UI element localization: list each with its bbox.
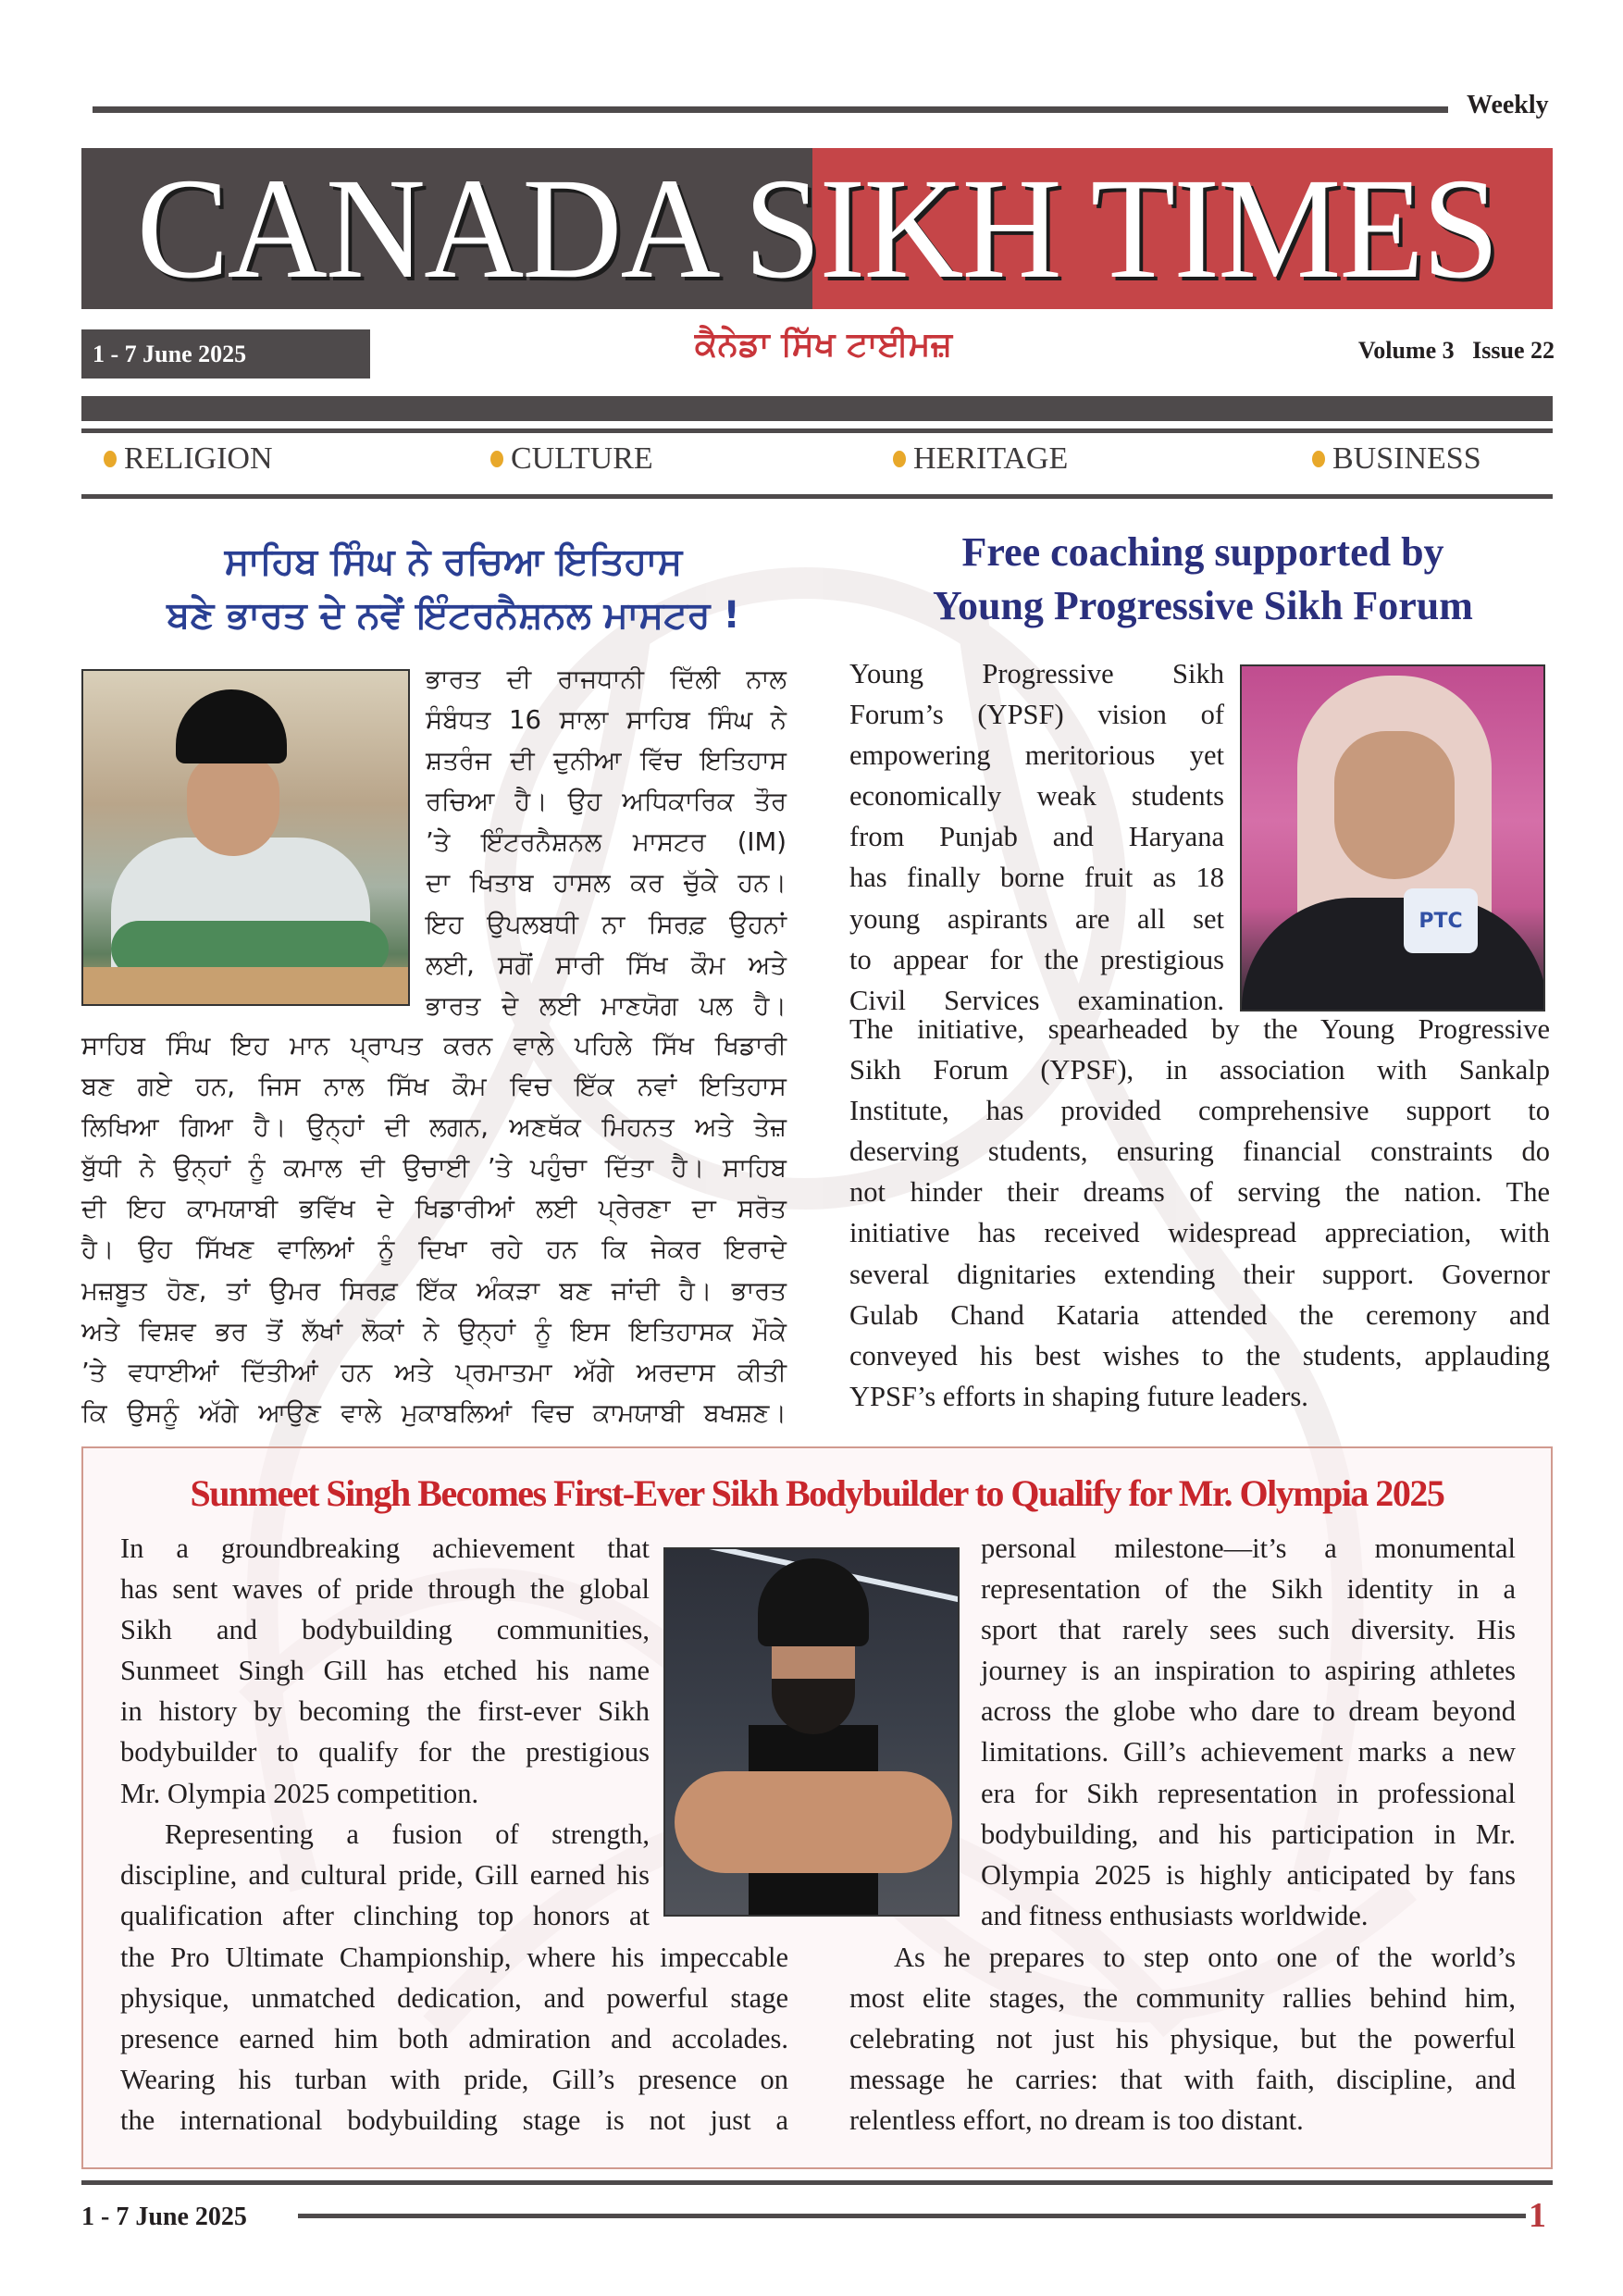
bullet-icon [893, 451, 906, 467]
article-body-sunmeet-col1 [120, 1528, 650, 1936]
text-line: ’ਤੇ ਇੰਟਰਨੈਸ਼ਨਲ ਮਾਸਟਰ (IM) [426, 827, 787, 858]
text-line: Sunmeet Singh Gill has etched his name [120, 1655, 650, 1687]
issue-label: Issue 22 [1472, 337, 1555, 364]
text-line: ਦੀ ਇਹ ਕਾਮਯਾਬੀ ਭਵਿੱਖ ਦੇ ਖਿਡਾਰੀਆਂ ਲਈ ਪ੍ਰੇਰਣਾ ਦਾ ਸਰੋਤ [81, 1194, 787, 1224]
bullet-icon [1312, 451, 1325, 467]
text-line: Mr. Olympia 2025 competition. [120, 1777, 479, 1809]
article-headline-sunmeet: Sunmeet Singh Becomes First-Ever Sikh Bodybuilder to Qualify for Mr. Olympia 2025 [190, 1472, 1444, 1514]
photo-shape [187, 754, 279, 856]
section-link-heritage[interactable] [893, 441, 1068, 477]
text-line: and fitness enthusiasts worldwide. [981, 1899, 1369, 1931]
text-line: ਮਜ਼ਬੂਤ ਹੋਣ, ਤਾਂ ਉਮਰ ਸਿਰਫ਼ ਇੱਕ ਅੰਕੜਾ ਬਣ ਜਾਂਦੀ ਹੈ। ਭਾਰਤ [81, 1275, 787, 1306]
text-line: Sikh Forum (YPSF), in association with Sankalp [849, 1054, 1550, 1086]
photo-shape [675, 1771, 952, 1873]
text-line: Representing a fusion of strength, [165, 1818, 650, 1850]
microphone-icon: PTC [1404, 888, 1478, 953]
text-line: bodybuilder to qualify for the prestigious [120, 1736, 650, 1769]
article-body-ypsf [849, 1009, 1550, 1417]
text-line: representation of the Sikh identity in a [981, 1573, 1516, 1606]
text-line: YPSF’s efforts in shaping future leaders. [849, 1380, 1308, 1412]
article-body-sahib-singh [81, 1025, 787, 1433]
text-line: young aspirants are all set [849, 902, 1224, 935]
headline-line: Free coaching supported by [961, 529, 1444, 575]
text-line: celebrating not just his physique, but the powerful [849, 2023, 1516, 2055]
text-line: ਭਾਰਤ ਦੇ ਲਈ ਮਾਣਯੋਗ ਪਲ ਹੈ। [426, 990, 787, 1021]
text-line: ਬਣ ਗਏ ਹਨ, ਜਿਸ ਨਾਲ ਸਿੱਖ ਕੌਮ ਵਿਚ ਇੱਕ ਨਵਾਂ ਇਤਿਹਾਸ [81, 1072, 787, 1102]
text-line: era for Sikh representation in professional [981, 1777, 1516, 1809]
text-line: ਸ਼ਤਰੰਜ ਦੀ ਦੁਨੀਆ ਵਿੱਚ ਇਤਿਹਾਸ [426, 746, 787, 776]
photo-shape [176, 689, 287, 763]
section-link-religion[interactable] [104, 441, 273, 477]
text-line: economically weak students [849, 780, 1224, 813]
photo-shape [1242, 898, 1545, 1011]
section-label: HERITAGE [913, 441, 1069, 476]
text-line: has finally borne fruit as 18 [849, 862, 1224, 894]
text-line: most elite stages, the community rallies behind him, [849, 1982, 1516, 2015]
text-line: in history by becoming the first-ever Sikh [120, 1695, 650, 1728]
nav-bottom-rule [81, 494, 1553, 499]
text-line: Forum’s (YPSF) vision of [849, 699, 1224, 731]
text-line: ਇਹ ਉਪਲਬਧੀ ਨਾ ਸਿਰਫ਼ ਉਹਨਾਂ [426, 909, 787, 939]
article-headline-sahib-singh [56, 535, 851, 642]
text-line: empowering meritorious yet [849, 739, 1224, 772]
text-line: from Punjab and Haryana [849, 821, 1224, 853]
text-line: ਰਚਿਆ ਹੈ। ਉਹ ਅਧਿਕਾਰਿਕ ਤੌਰ [426, 787, 787, 817]
text-line: ਕਿ ਉਸਨੂੰ ਅੱਗੇ ਆਉਣ ਵਾਲੇ ਮੁਕਾਬਲਿਆਂ ਵਿਚ ਕਾਮਯਾਬੀ ਬਖਸ਼ਣ। [81, 1397, 787, 1428]
text-line: ਹੈ। ਉਹ ਸਿੱਖਣ ਵਾਲਿਆਂ ਨੂੰ ਦਿਖਾ ਰਹੇ ਹਨ ਕਿ ਜੇਕਰ ਇਰਾਦੇ [81, 1235, 787, 1265]
volume-label: Volume 3 [1357, 337, 1455, 364]
text-line: has sent waves of pride through the global [120, 1573, 650, 1606]
text-line: ਸੰਬੰਧਤ 16 ਸਾਲਾ ਸਾਹਿਬ ਸਿੰਘ ਨੇ [426, 705, 787, 736]
page-number: 1 [1529, 2196, 1546, 2235]
text-line: Gulab Chand Kataria attended the ceremony and [849, 1298, 1550, 1331]
article-body-sahib-singh-intro [426, 659, 787, 1026]
top-rule [93, 106, 1448, 113]
header-divider-bar [81, 396, 1553, 421]
text-line: message he carries: that with faith, discipline, and [849, 2064, 1516, 2096]
text-line: ਦਾ ਖਿਤਾਬ ਹਾਸਲ ਕਰ ਚੁੱਕੇ ਹਨ। [426, 868, 787, 899]
article-headline-ypsf [837, 526, 1568, 633]
article-body-ypsf-intro [849, 653, 1224, 1021]
photo-shape [758, 1558, 869, 1646]
text-line: ਭਾਰਤ ਦੀ ਰਾਜਧਾਨੀ ਦਿੱਲੀ ਨਾਲ [426, 664, 787, 694]
text-line: personal milestone—it’s a monumental [981, 1533, 1516, 1564]
bodybuilder-photo [663, 1547, 960, 1917]
section-link-culture[interactable] [490, 441, 653, 477]
text-line: Young Progressive Sikh [849, 658, 1224, 689]
text-line: not hinder their dreams of serving the nation. The [849, 1176, 1550, 1209]
article-body-sunmeet-col2-below [849, 1937, 1516, 2141]
bullet-icon [104, 451, 117, 467]
text-line: conveyed his best wishes to the students, applauding [849, 1339, 1550, 1371]
text-line: ਲਈ, ਸਗੋਂ ਸਾਰੀ ਸਿੱਖ ਕੌਮ ਅਤੇ [426, 949, 787, 980]
issue-date-badge: 1 - 7 June 2025 [81, 329, 370, 379]
nav-top-rule [81, 428, 1553, 433]
text-line: The initiative, spearheaded by the Young Progressive [849, 1013, 1550, 1045]
interview-photo [1240, 664, 1545, 1011]
footer-inline-rule [298, 2214, 1526, 2218]
footer-rule [81, 2180, 1553, 2185]
text-line: across the globe who dare to dream beyond [981, 1695, 1516, 1728]
section-link-business[interactable] [1312, 441, 1481, 477]
section-label: CULTURE [511, 441, 653, 476]
text-line: As he prepares to step onto one of the world’s [894, 1942, 1516, 1973]
chess-player-photo [81, 669, 410, 1006]
article-body-sunmeet-col2 [981, 1528, 1516, 1936]
headline-line: ਬਣੇ ਭਾਰਤ ਦੇ ਨਵੇਂ ਇੰਟਰਨੈਸ਼ਨਲ ਮਾਸਟਰ ! [167, 594, 740, 637]
text-line: the Pro Ultimate Championship, where his impeccable [120, 1942, 788, 1973]
text-line: to appear for the prestigious [849, 943, 1224, 975]
text-line: relentless effort, no dream is too distant. [849, 2104, 1304, 2137]
photo-shape [1334, 731, 1455, 879]
newspaper-title: CANADA SIKH TIMES [136, 148, 1498, 308]
text-line: several dignitaries extending their support. Governor [849, 1258, 1550, 1290]
section-label: BUSINESS [1332, 441, 1481, 476]
text-line: journey is an inspiration to aspiring athletes [981, 1655, 1516, 1687]
headline-line: Young Progressive Sikh Forum [933, 583, 1473, 628]
text-line: Olympia 2025 is highly anticipated by fans [981, 1858, 1516, 1891]
text-line: discipline, and cultural pride, Gill earned his [120, 1858, 650, 1891]
text-line: the international bodybuilding stage is not just a [120, 2104, 788, 2137]
footer-date: 1 - 7 June 2025 [81, 2203, 247, 2231]
text-line: ਅਤੇ ਵਿਸ਼ਵ ਭਰ ਤੋਂ ਲੱਖਾਂ ਲੋਕਾਂ ਨੇ ਉਨ੍ਹਾਂ ਨੂੰ ਇਸ ਇਤਿਹਾਸਕ ਮੌਕੇ [81, 1316, 787, 1347]
newspaper-title-punjabi: ਕੈਨੇਡਾ ਸਿੱਖ ਟਾਈਮਜ਼ [694, 326, 953, 364]
text-line: ਬੁੱਧੀ ਨੇ ਉਨ੍ਹਾਂ ਨੂੰ ਕਮਾਲ ਦੀ ਉਚਾਈ ’ਤੇ ਪਹੁੰਚਾ ਦਿੱਤਾ ਹੈ। ਸਾਹਿਬ [81, 1153, 787, 1184]
text-line: In a groundbreaking achievement that [120, 1533, 650, 1564]
text-line: Sikh and bodybuilding communities, [120, 1614, 650, 1646]
volume-issue [1295, 337, 1555, 365]
text-line: initiative has received widespread appreciation, with [849, 1217, 1550, 1249]
photo-shape [83, 967, 410, 1006]
text-line: Institute, has provided comprehensive support to [849, 1095, 1550, 1127]
text-line: ਸਾਹਿਬ ਸਿੰਘ ਇਹ ਮਾਨ ਪ੍ਰਾਪਤ ਕਰਨ ਵਾਲੇ ਪਹਿਲੇ ਸਿੱਖ ਖਿਡਾਰੀ [81, 1031, 787, 1061]
text-line: Wearing his turban with pride, Gill’s presence on [120, 2064, 788, 2096]
text-line: limitations. Gill’s achievement marks a new [981, 1736, 1516, 1769]
bullet-icon [490, 451, 503, 467]
headline-line: ਸਾਹਿਬ ਸਿੰਘ ਨੇ ਰਚਿਆ ਇਤਿਹਾਸ [224, 540, 683, 583]
text-line: bodybuilding, and his participation in Mr. [981, 1818, 1516, 1850]
article-body-sunmeet-col1-below [120, 1937, 788, 2141]
text-line: presence earned him both admiration and accolades. [120, 2023, 788, 2055]
text-line: qualification after clinching top honors at [120, 1899, 650, 1931]
text-line: physique, unmatched dedication, and powerful stage [120, 1982, 788, 2015]
text-line: ਲਿਖਿਆ ਗਿਆ ਹੈ। ਉਨ੍ਹਾਂ ਦੀ ਲਗਨ, ਅਣਥੱਕ ਮਿਹਨਤ ਅਤੇ ਤੇਜ਼ [81, 1112, 787, 1143]
text-line: Civil Services examination. [849, 984, 1224, 1016]
text-line: ’ਤੇ ਵਧਾਈਆਂ ਦਿੱਤੀਆਂ ਹਨ ਅਤੇ ਪ੍ਰਮਾਤਮਾ ਅੱਗੇ ਅਰਦਾਸ ਕੀਤੀ [81, 1357, 787, 1387]
frequency-label: Weekly [1467, 91, 1549, 119]
text-line: sport that rarely sees such diversity. His [981, 1614, 1516, 1646]
text-line: deserving students, ensuring financial constraints do [849, 1136, 1550, 1168]
section-label: RELIGION [124, 441, 273, 476]
